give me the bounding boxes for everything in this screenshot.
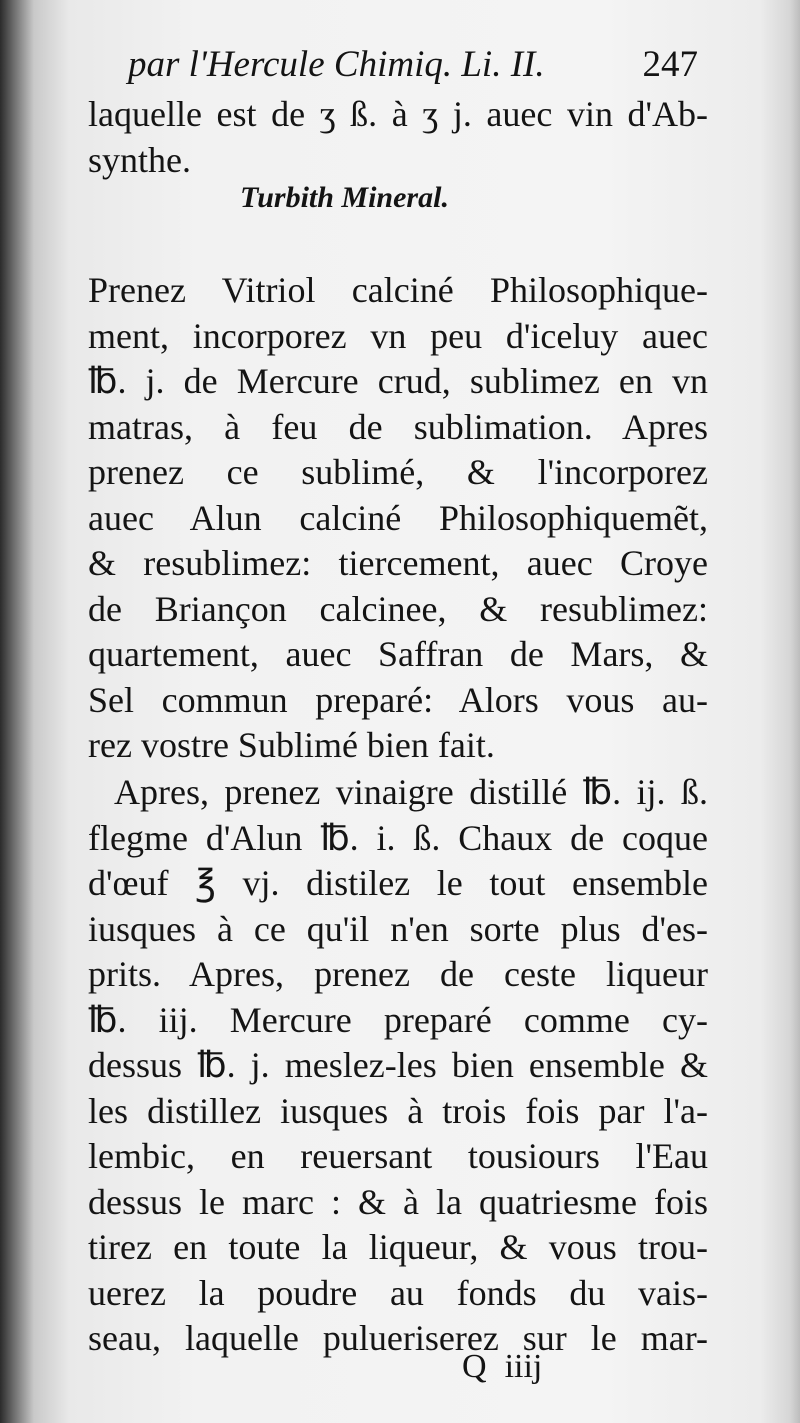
text-line: lembic, en reuersant tousiours l'Eau <box>88 1136 708 1176</box>
paragraph-recipe <box>88 268 708 769</box>
text-line: rez vostre Sublimé bien fait. <box>88 725 495 765</box>
text-line: les distillez iusques à trois fois par l'a- <box>88 1090 708 1131</box>
text-line: prenez ce sublimé, & l'incorporez <box>88 452 708 492</box>
running-title: par l'Hercule Chimiq. Li. II. <box>128 44 545 85</box>
text-line: ℔. j. de Mercure crud, sublimez en vn <box>88 361 708 401</box>
paragraph-continued <box>88 92 708 183</box>
text-line: uerez la poudre au fonds du vais- <box>88 1272 708 1313</box>
signature-number: iiij <box>504 1348 543 1385</box>
text-line: Prenez Vitriol calciné Philosophique- <box>88 270 708 310</box>
running-header <box>128 40 698 90</box>
text-line: Apres, prenez vinaigre distillé ℔. ij. ß. <box>114 772 708 812</box>
text-line: synthe. <box>88 139 191 180</box>
text-line: ℔. iij. Mercure preparé comme cy- <box>88 999 708 1040</box>
text-line: d'œuf ℥ vj. distilez le tout ensemble <box>88 863 708 903</box>
text-line: & resublimez: tiercement, auec Croye <box>88 543 708 583</box>
signature-mark <box>462 1345 662 1389</box>
text-line: auec Alun calciné Philosophiquemẽt, <box>88 497 708 538</box>
signature-letter: Q <box>462 1348 487 1385</box>
text-line: dessus ℔. j. meslez-les bien ensemble & <box>88 1045 708 1085</box>
text-line: tirez en toute la liqueur, & vous trou- <box>88 1227 708 1267</box>
text-line: Sel commun preparé: Alors vous au- <box>88 679 708 720</box>
text-line: iusques à ce qu'il n'en sorte plus d'es- <box>88 908 708 949</box>
text-line: seau, laquelle pulueriserez sur le mar- <box>88 1318 708 1358</box>
text-line: laquelle est de ʒ ß. à ʒ j. auec vin d'Ab- <box>88 94 708 134</box>
text-line: quartement, auec Saffran de Mars, & <box>88 634 708 674</box>
text-line: prits. Apres, prenez de ceste liqueur <box>88 954 708 994</box>
section-heading: Turbith Mineral. <box>240 181 449 214</box>
text-line: flegme d'Alun ℔. i. ß. Chaux de coque <box>88 817 708 858</box>
text-line: matras, à feu de sublimation. Apres <box>88 406 708 447</box>
page-number: 247 <box>642 44 698 85</box>
text-line: dessus le marc : & à la quatriesme fois <box>88 1181 708 1222</box>
text-line: ment, incorporez vn peu d'iceluy auec <box>88 315 708 356</box>
paragraph-apres <box>88 770 708 1362</box>
text-line: de Briançon calcinee, & resublimez: <box>88 588 708 629</box>
